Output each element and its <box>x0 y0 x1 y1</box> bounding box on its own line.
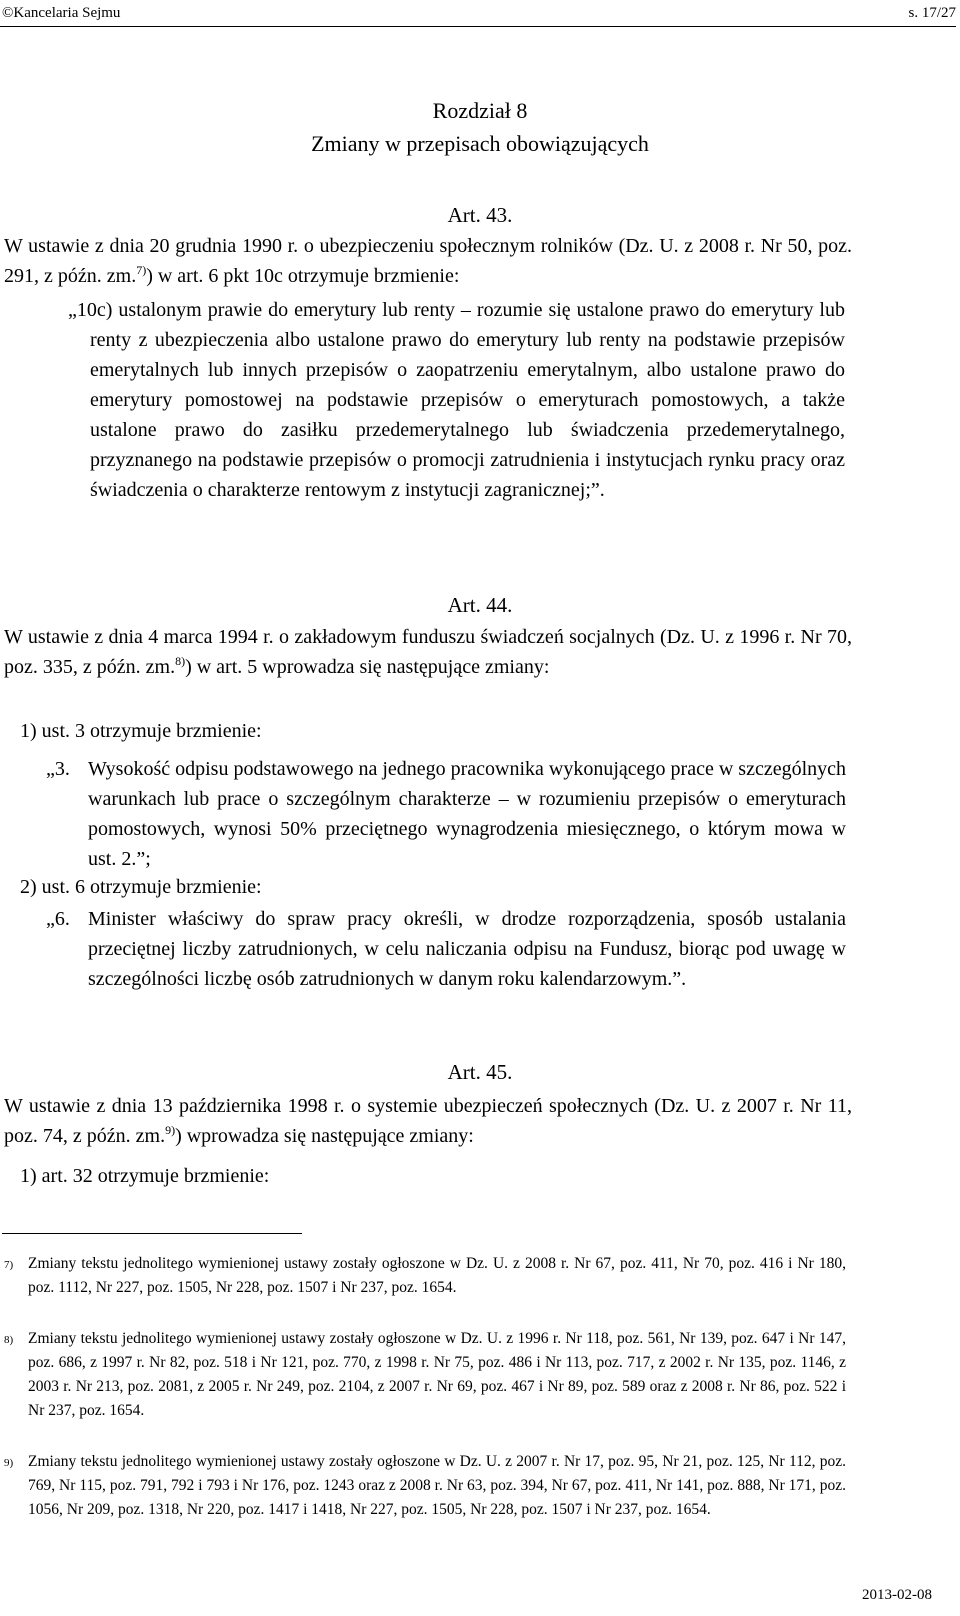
article-45-intro <box>4 1091 852 1153</box>
article-44-intro-tail: ) w art. 5 wprowadza się następujące zmiany: <box>185 656 550 678</box>
article-43-quote: „10c) ustalonym prawie do emerytury lub renty – rozumie się ustalone prawo do emerytury lub renty z ubezpieczenia albo ustalone prawo do emerytury lub renty na podstawie przepisów emerytalnych lub innych przepisów o zaopatrzeniu emerytalnym, albo ustalone prawo do emerytury pomostowej na podstawie przepisów o emeryturach pomostowych, a także ustalone prawo do zasiłku przedemerytalnego lub świadczenia przedemerytalnego, przyznanego na podstawie przepisów o promocji zatrudnienia i instytucjach rynku pracy oraz świadczenia o charakterze rentowym z instytucji zagranicznej;”. <box>68 299 845 501</box>
footnote-9 <box>4 1450 846 1522</box>
article-45-item-1: 1) art. 32 otrzymuje brzmienie: <box>20 1165 270 1187</box>
footnote-7 <box>4 1252 846 1300</box>
footnote-rule <box>2 1233 302 1234</box>
footnote-ref-9: 9) <box>165 1123 176 1137</box>
quote-2-number: „6. <box>46 908 70 930</box>
article-43-intro-text: W ustawie z dnia 20 grudnia 1990 r. o ubezpieczeniu społecznym rolników (Dz. U. z 2008 r. Nr 50, poz. 291, z późn. zm. <box>4 235 852 287</box>
article-43-intro <box>4 231 852 293</box>
footnote-7-number: 7) <box>4 1259 14 1271</box>
article-44-intro-text: W ustawie z dnia 4 marca 1994 r. o zakładowym funduszu świadczeń socjalnych (Dz. U. z 1996 r. Nr 70, poz. 335, z późn. zm. <box>4 626 852 678</box>
quote-1-text: Wysokość odpisu podstawowego na jednego pracownika wykonującego prace w szczególnych warunkach lub prace o szczególnym charakterze – w rozumieniu przepisów o emeryturach pomostowych, wynosi 50% przeciętnego wynagrodzenia miesięcznego, o którym mowa w ust. 2.”; <box>88 758 847 870</box>
article-44-heading: Art. 44. <box>447 593 513 617</box>
article-44-item-1: 1) ust. 3 otrzymuje brzmienie: <box>20 720 262 742</box>
footnote-ref-7: 7) <box>136 263 147 277</box>
footnote-8 <box>4 1327 846 1423</box>
footnote-8-number: 8) <box>4 1334 14 1346</box>
footnote-ref-8: 8) <box>175 654 186 668</box>
page-number: s. 17/27 <box>908 5 956 21</box>
quote-2-text: Minister właściwy do spraw pracy określi, w drodze rozporządzenia, sposób ustalania przeciętnej liczby zatrudnionych, w celu naliczania odpisu na Fundusz, biorąc pod uwagę w szczególności liczbę osób zatrudnionych w danym roku kalendarzowym.”. <box>88 908 846 990</box>
footnote-9-text: Zmiany tekstu jednolitego wymienionej ustawy zostały ogłoszone w Dz. U. z 2007 r. Nr 17, poz. 95, Nr 21, poz. 125, Nr 112, poz. 769, Nr 115, poz. 791, 792 i 793 i Nr 176, poz. 1243 oraz z 2008 r. Nr 63, poz. 394, Nr 67, poz. 411, Nr 141, poz. 888, Nr 171, poz. 1056, Nr 209, poz. 1318, Nr 220, poz. 1417 i 1418, Nr 227, poz. 1505, Nr 228, poz. 1507 i Nr 237, poz. 1654. <box>28 1453 846 1518</box>
article-45-intro-tail: ) wprowadza się następujące zmiany: <box>175 1125 474 1147</box>
footnote-8-text: Zmiany tekstu jednolitego wymienionej ustawy zostały ogłoszone w Dz. U. z 1996 r. Nr 118, poz. 561, Nr 139, poz. 647 i Nr 147, poz. 686, z 1997 r. Nr 82, poz. 518 i Nr 121, poz. 770, z 1998 r. Nr 75, poz. 486 i Nr 113, poz. 717, z 2002 r. Nr 135, poz. 1146, z 2003 r. Nr 213, poz. 2081, z 2005 r. Nr 249, poz. 2104, z 2007 r. Nr 69, poz. 467 i Nr 89, poz. 589 oraz z 2008 r. Nr 86, poz. 522 i Nr 237, poz. 1654. <box>28 1330 846 1419</box>
chapter-subtitle: Zmiany w przepisach obowiązujących <box>311 131 649 156</box>
header-rule <box>0 26 956 27</box>
article-45-heading: Art. 45. <box>447 1060 513 1084</box>
article-43-intro-tail: ) w art. 6 pkt 10c otrzymuje brzmienie: <box>146 265 460 287</box>
article-45-intro-text: W ustawie z dnia 13 października 1998 r. o systemie ubezpieczeń społecznych (Dz. U. z 2007 r. Nr 11, poz. 74, z późn. zm. <box>4 1095 852 1147</box>
publisher-label: ©Kancelaria Sejmu <box>2 5 121 21</box>
footnote-9-number: 9) <box>4 1457 14 1469</box>
article-44-item-2: 2) ust. 6 otrzymuje brzmienie: <box>20 876 262 898</box>
footnote-7-text: Zmiany tekstu jednolitego wymienionej ustawy zostały ogłoszone w Dz. U. z 2008 r. Nr 67, poz. 411, Nr 70, poz. 416 i Nr 180, poz. 1112, Nr 227, poz. 1505, Nr 228, poz. 1507 i Nr 237, poz. 1654. <box>28 1255 846 1296</box>
document-date: 2013-02-08 <box>862 1587 932 1603</box>
page-header <box>2 2 956 24</box>
article-44-intro <box>4 622 852 684</box>
quote-1-number: „3. <box>46 758 70 780</box>
chapter-title: Rozdział 8 <box>432 98 528 123</box>
article-43-heading: Art. 43. <box>447 203 513 227</box>
